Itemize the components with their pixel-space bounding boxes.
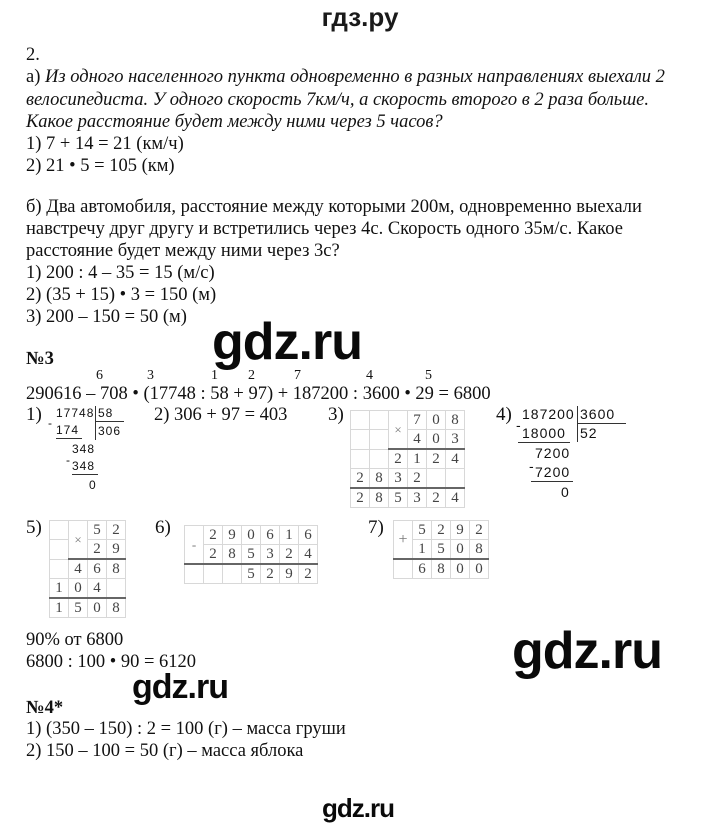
multiplication-grid-52x29: × 5 2 2 9 4 6 8 1 0 4 1 5 0 8 <box>49 520 126 618</box>
order-mark: 6 <box>96 368 103 383</box>
task4-title: №4* <box>26 698 64 718</box>
order-mark: 7 <box>294 368 301 383</box>
addition-grid: + 5 2 9 2 1 5 0 8 6 8 0 0 <box>393 520 489 579</box>
task3-title: №3 <box>26 349 54 369</box>
long-division-4: 187200 3600 52 - 18000 7200 - 7200 0 <box>518 406 628 506</box>
task2a-line-2: велосипедиста. У одного скорость 7км/ч, а скорость второго в 2 раза больше. <box>26 90 649 110</box>
task3-expression: 290616 – 708 • (17748 : 58 + 97) + 187200 : 3600 • 29 = 6800 <box>26 384 491 404</box>
subtrahend-2: 7200 <box>535 464 571 480</box>
order-mark: 3 <box>147 368 154 383</box>
subtrahend-1: 174 <box>56 423 80 437</box>
task2a-step-2: 2) 21 • 5 = 105 (км) <box>26 156 175 176</box>
step7-label: 7) <box>368 517 384 538</box>
subtrahend-2: 348 <box>72 459 96 473</box>
remainder-2: 0 <box>89 478 97 492</box>
divisor: 58 <box>98 406 114 420</box>
dividend: 17748 <box>56 406 95 420</box>
remainder-1: 7200 <box>535 445 571 461</box>
quotient: 306 <box>98 424 122 438</box>
site-title: гдз.ру <box>321 2 399 32</box>
subtraction-grid: - 2 9 0 6 1 6 2 8 5 3 2 4 5 2 9 2 <box>184 525 318 584</box>
multiplication-grid-708x403: × 7 0 8 4 0 3 2 1 2 4 2 8 3 2 2 8 5 3 2 4 <box>350 410 465 508</box>
quotient: 52 <box>580 425 598 441</box>
step4-label: 4) <box>496 404 512 425</box>
watermark-gdz: gdz.ru <box>512 622 662 680</box>
task2b-step-1: 1) 200 : 4 – 35 = 15 (м/с) <box>26 263 215 283</box>
remainder-1: 348 <box>72 442 96 456</box>
task2-number: 2. <box>26 45 40 65</box>
watermark-gdz: gdz.ru <box>132 668 228 706</box>
plus-sign: + <box>394 521 413 560</box>
step1-label: 1) <box>26 404 42 425</box>
task2b-step-2: 2) (35 + 15) • 3 = 150 (м) <box>26 285 217 305</box>
minus-sign: - <box>185 526 204 565</box>
multiply-sign: × <box>389 411 408 450</box>
step6-label: 6) <box>155 517 171 538</box>
remainder-2: 0 <box>561 484 570 500</box>
order-mark: 2 <box>248 368 255 383</box>
task2b-step-3: 3) 200 – 150 = 50 (м) <box>26 307 187 327</box>
percent-line-1: 90% от 6800 <box>26 630 124 650</box>
step3-label: 3) <box>328 404 344 425</box>
dividend: 187200 <box>522 406 575 422</box>
watermark-gdz: gdz.ru <box>322 793 394 823</box>
task2b-line-1: б) Два автомобиля, расстояние между которыми 200м, одновременно выехали <box>26 197 642 217</box>
order-mark: 5 <box>425 368 432 383</box>
task2b-line-2: навстречу друг другу и встретились через 4с. Скорость одного 35м/с. Какое <box>26 219 623 239</box>
step2-text: 2) 306 + 97 = 403 <box>154 405 288 425</box>
task2a-label: а) <box>26 67 41 87</box>
multiply-sign: × <box>69 521 88 560</box>
watermark-gdz: gdz.ru <box>212 313 362 371</box>
task2a-line-3: Какое расстояние будет между ними через 5 часов? <box>26 112 443 132</box>
task4-step-2: 2) 150 – 100 = 50 (г) – масса яблока <box>26 741 304 761</box>
percent-line-2: 6800 : 100 • 90 = 6120 <box>26 652 197 672</box>
order-mark: 1 <box>211 368 218 383</box>
task2a-text: Из одного населенного пункта одновременно в разных направлениях выехали 2 <box>45 67 665 87</box>
task2b-line-3: расстояние будет между ними через 3с? <box>26 241 340 261</box>
divisor: 3600 <box>580 406 616 422</box>
long-division-1: 17748 58 306 - 174 348 - 348 0 <box>48 406 138 496</box>
order-mark: 4 <box>366 368 373 383</box>
task2a-line-1 <box>26 66 665 88</box>
task2a-step-1: 1) 7 + 14 = 21 (км/ч) <box>26 134 184 154</box>
task4-step-1: 1) (350 – 150) : 2 = 100 (г) – масса груши <box>26 719 346 739</box>
step5-label: 5) <box>26 517 42 538</box>
subtrahend-1: 18000 <box>522 425 566 441</box>
